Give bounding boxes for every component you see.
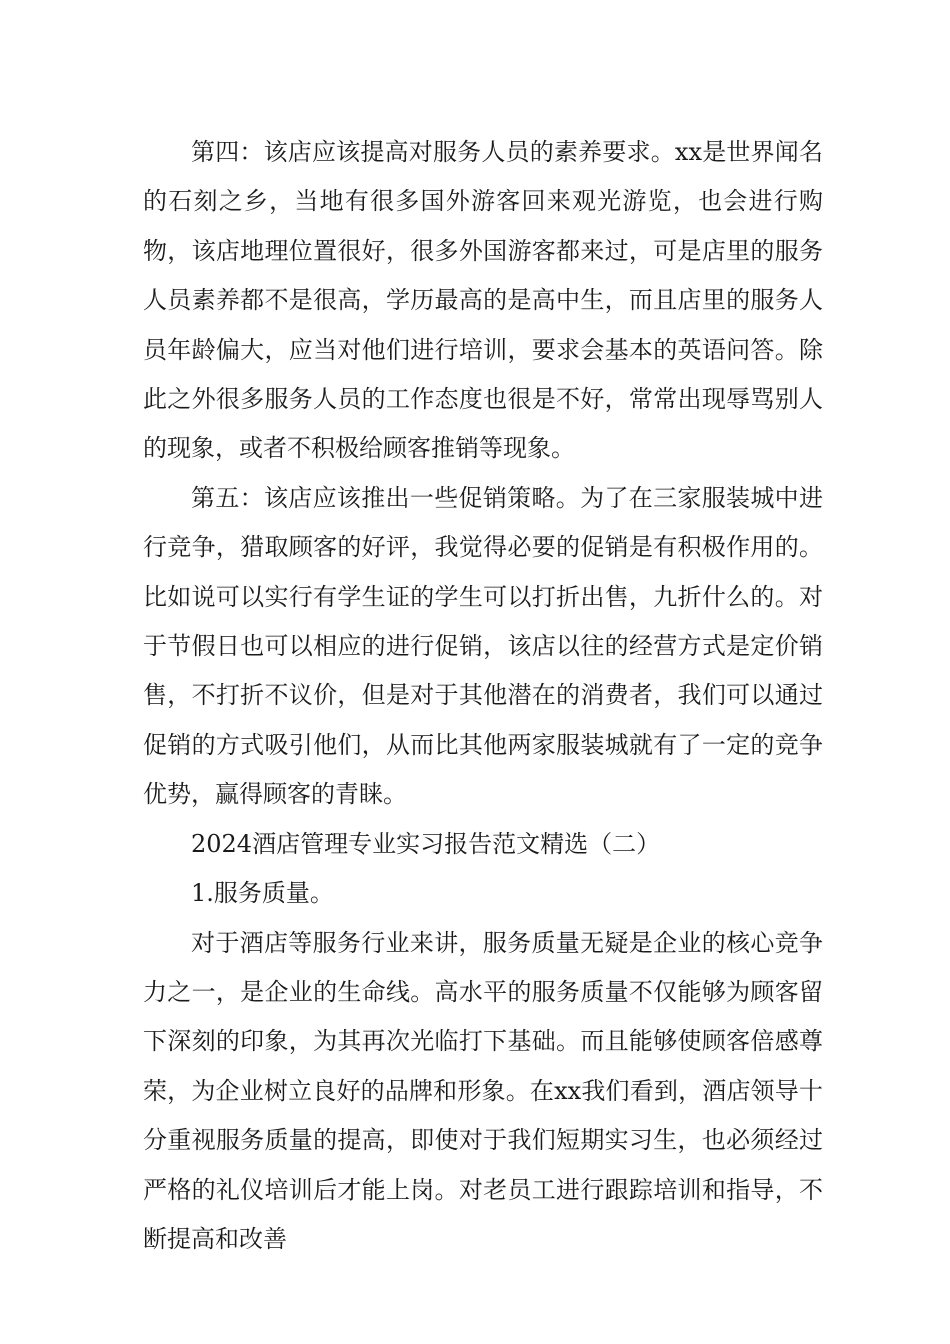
subsection-heading: 1.服务质量。 [191,879,334,908]
paragraph-service-quality: 对于酒店等服务行业来讲，服务质量无疑是企业的核心竞争力之一，是企业的生命线。高水平的服务质量不仅能够为顾客留下深刻的印象，为其再次光临打下基础。而且能够使顾客倍感尊荣，为企业树立良好的品牌和形象。在xx我们看到，酒店领导十分重视服务质量的提高，即使对于我们短期实习生，也必须经过严格的礼仪培训后才能上岗。对老员工进行跟踪培训和指导，不断提高和改善 [143,928,823,1253]
document-body [143,128,823,1264]
paragraph-fourth-point: 第四：该店应该提高对服务人员的素养要求。xx是世界闻名的石刻之乡，当地有很多国外游客回来观光游览，也会进行购物，该店地理位置很好，很多外国游客都来过，可是店里的服务人员素养都不是很高，学历最高的是高中生，而且店里的服务人员年龄偏大，应当对他们进行培训，要求会基本的英语问答。除此之外很多服务人员的工作态度也很是不好，常常出现辱骂别人的现象，或者不积极给顾客推销等现象。 [143,138,823,463]
section-title: 2024酒店管理专业实习报告范文精选（二） [191,829,661,858]
paragraph-fifth-point: 第五：该店应该推出一些促销策略。为了在三家服装城中进行竞争，猎取顾客的好评，我觉得必要的促销是有积极作用的。比如说可以实行有学生证的学生可以打折出售，九折什么的。对于节假日也可以相应的进行促销，该店以往的经营方式是定价销售，不打折不议价，但是对于其他潜在的消费者，我们可以通过促销的方式吸引他们，从而比其他两家服装城就有了一定的竞争优势，赢得顾客的青睐。 [143,483,823,809]
